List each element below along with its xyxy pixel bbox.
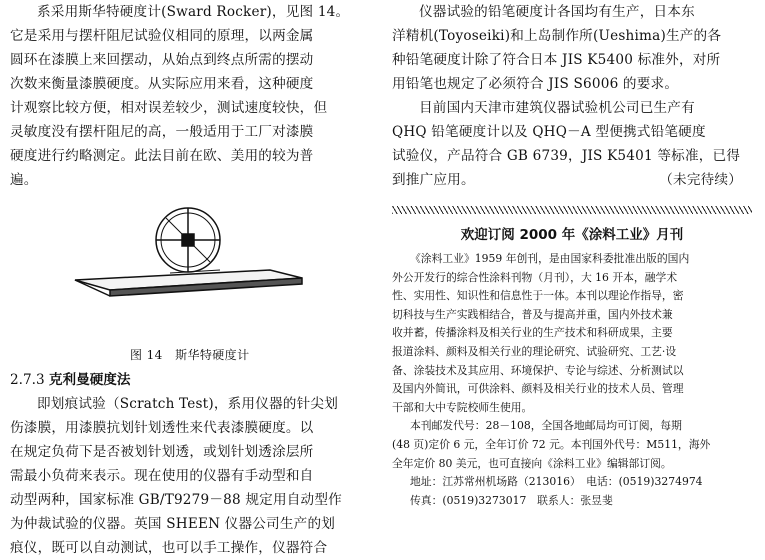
section-heading — [10, 368, 368, 392]
sward-rocker-illustration — [70, 198, 310, 318]
ad-title: 欢迎订阅 2000 年《涂料工业》月刊 — [460, 227, 684, 243]
text-line: 伤漆膜，用漆膜抗划针划透性来代表漆膜硬度。以 — [10, 420, 314, 436]
subscription-ad — [392, 224, 752, 510]
paragraph-sward-rocker — [10, 0, 368, 192]
text-line: 系采用斯华特硬度计(Sward Rocker)，见图 14。 — [37, 4, 350, 20]
text-line: 计观察比较方便，相对误差较少，测试速度较快，但 — [10, 100, 328, 116]
text-line: 痕仪，既可以自动测试，也可以手工操作，仪器符合 — [10, 540, 328, 556]
text-line: 试验仪，产品符合 GB 6739，JIS K5401 等标准，已得 — [392, 148, 741, 164]
text-line: 它是采用与摆杆阻尼试验仪相同的原理，以两金属 — [10, 28, 314, 44]
ad-line: 干部和大中专院校师生使用。 — [392, 400, 533, 414]
text-line: 用铅笔也规定了必须符合 JIS S6006 的要求。 — [392, 76, 679, 92]
text-line: 目前国内天津市建筑仪器试验机公司已生产有 — [419, 100, 695, 116]
text-line: 种铅笔硬度计除了符合日本 JIS K5400 标准外，对所 — [392, 52, 721, 68]
ad-line: 本刊邮发代号：28－108，全国各地邮局均可订阅，每期 — [410, 419, 682, 433]
text-line: 为仲裁试验的仪器。英国 SHEEN 仪器公司生产的划 — [10, 516, 336, 532]
ad-line: 备、涂装技术及其应用、环境保护、专论与综述、分析测试以 — [392, 363, 684, 377]
text-line: QHQ 铅笔硬度计以及 QHQ－A 型便携式铅笔硬度 — [392, 124, 706, 140]
section-number: 2.7.3 — [10, 372, 45, 388]
right-column — [392, 0, 752, 510]
figure-14 — [10, 196, 368, 362]
text-line: 动型两种，国家标准 GB/T9279－88 规定用自动型作 — [10, 492, 342, 508]
text-line: 圆环在漆膜上来回摆动，从始点到终点所需的摆动 — [10, 52, 314, 68]
text-line: 次数来衡量漆膜硬度。从实际应用来看，这种硬度 — [10, 76, 314, 92]
ad-line: 收并蓄，传播涂料及相关行业的生产技术和科研成果，主要 — [392, 326, 673, 340]
ad-line: 及国内外简讯，可供涂料、颜料及相关行业的技术人员、管理 — [392, 382, 684, 396]
to-be-continued: （未完待续） — [659, 172, 742, 188]
figure-caption: 图 14 斯华特硬度计 — [130, 348, 250, 362]
ad-line: 切科技与生产实践相结合，普及与提高并重，国内外技术兼 — [392, 307, 673, 321]
paragraph-pencil-hardness — [392, 0, 752, 96]
text-line: 在规定负荷下是否被划针划透，或划针划透涂层所 — [10, 444, 314, 460]
text-line: 遍。 — [10, 172, 38, 188]
ad-line: 全年定价 80 美元，也可直接向《涂料工业》编辑部订阅。 — [392, 456, 672, 470]
ad-address: 地址：江苏常州机场路（213016） 电话：(0519)3274974 — [410, 475, 703, 489]
ad-line: (48 页)定价 6 元，全年订价 72 元。本刊国外代号：M511，海外 — [392, 437, 711, 451]
text-line: 到推广应用。 — [392, 172, 475, 188]
ad-line: 《涂料工业》1959 年创刊，是由国家科委批准出版的国内 — [410, 252, 690, 265]
text-line: 即划痕试验（Scratch Test)，系用仪器的针尖划 — [37, 396, 338, 412]
text-line: 需最小负荷来表示。现在使用的仪器有手动型和自 — [10, 468, 314, 484]
text-line: 仪器试验的铅笔硬度计各国均有生产，日本东 — [419, 4, 695, 20]
paragraph-scratch-test — [10, 392, 368, 560]
ad-line: 性、实用性、知识性和信息性于一体。本刊以理论作指导，密 — [392, 289, 684, 303]
ad-line: 报道涂料、颜料及相关行业的理论研究、试验研究、工艺·设 — [392, 344, 677, 358]
decorative-divider — [392, 206, 752, 214]
section-title: 克利曼硬度法 — [48, 372, 131, 388]
text-line: 硬度进行约略测定。此法目前在欧、美用的较为普 — [10, 148, 314, 164]
text-line: 洋精机(Toyoseiki)和上岛制作所(Ueshima)生产的各 — [392, 28, 722, 44]
text-line: 灵敏度没有摆杆阻尼的高，一般适用于工厂对漆膜 — [10, 124, 314, 140]
left-column — [10, 0, 368, 560]
ad-fax-contact: 传真：(0519)3273017 联系人：张昱斐 — [410, 493, 613, 507]
ad-line: 外公开发行的综合性涂料刊物（月刊），大 16 开本，融学术 — [392, 270, 678, 284]
